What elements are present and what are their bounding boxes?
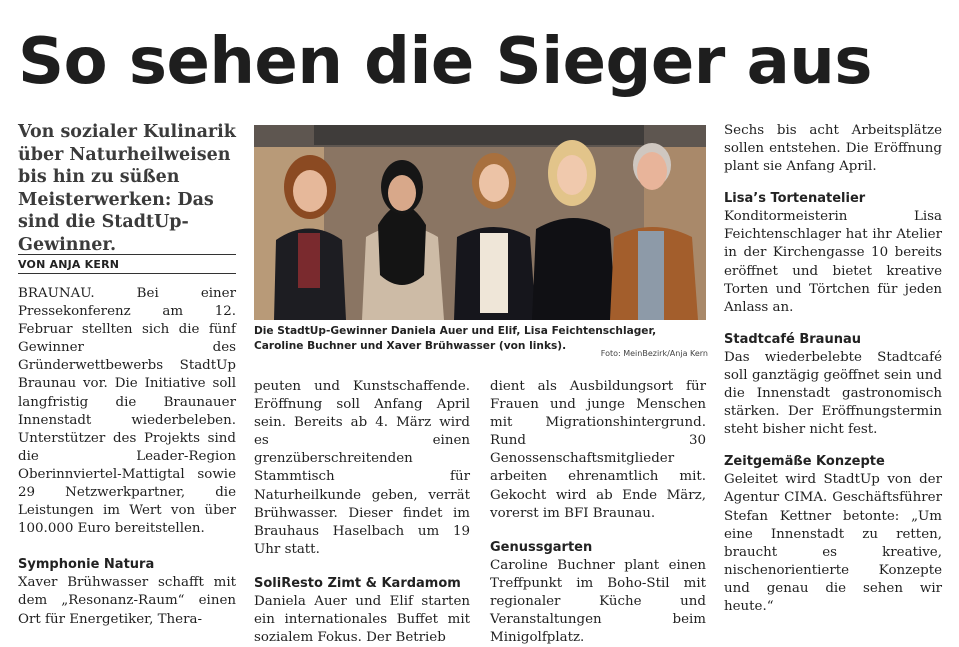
photo-credit: Foto: MeinBezirk/Anja Kern: [600, 349, 708, 358]
paragraph-symphonie-natura: Xaver Brühwasser schafft mit dem „Resonanz-Raum“ einen Ort für Energetiker, Thera-: [18, 575, 236, 627]
column-3: [490, 378, 706, 647]
column-1: [18, 285, 236, 629]
intro-paragraph: BRAUNAU. Bei einer Pressekonferenz am 12. Februar stellten sich die fünf Gewinner des Gründerwettbewerbs StadtUp Braunau vor. Die Initiative soll langfristig die Braunauer Innenstadt wiederbeleben. Unterstützer des Projekts sind die Leader-Region Oberinnviertel-Mattigtal sowie 29 Netzwerkpartner, die Leistungen im Wert von über 100.000 Euro bereitstellen.: [18, 286, 236, 537]
subheading-soliresto: SoliResto Zimt & Kardamom: [254, 575, 461, 591]
paragraph-genussgarten: Caroline Buchner plant einen Treffpunkt im Boho-Stil mit regionaler Küche und Veranstaltungen beim Minigolfplatz.: [490, 557, 706, 646]
winners-photo-illustration: [254, 125, 706, 320]
subheading-stadtcafe: Stadtcafé Braunau: [724, 331, 861, 347]
column-2: [254, 378, 470, 647]
column-4: [724, 122, 942, 616]
article-headline: So sehen die Sieger aus: [18, 25, 872, 99]
paragraph-soliresto: Daniela Auer und Elif starten ein internationales Buffet mit sozialem Fokus. Der Betrieb: [254, 593, 470, 646]
winners-photo: [254, 125, 706, 320]
byline: VON ANJA KERN: [18, 258, 120, 271]
subheading-genussgarten: Genussgarten: [490, 539, 593, 555]
subheading-symphonie-natura: Symphonie Natura: [18, 557, 155, 573]
paragraph-zeitgemaesse-konzepte: Geleitet wird StadtUp von der Agentur CIMA. Geschäftsführer Stefan Kettner betonte: „Um eine Innenstadt zu retten, braucht es kreative, nischenorientierte Konzepte und genau die sehen wir heute.“: [724, 472, 942, 614]
byline-rule-bottom: [18, 273, 236, 274]
photo-caption: Die StadtUp-Gewinner Daniela Auer und Elif, Lisa Feichtenschlager, Caroline Buchner und Xaver Brühwasser (von links).: [254, 325, 657, 352]
paragraph-stadtcafe: Das wiederbelebte Stadtcafé soll ganztägig geöffnet sein und die Innenstadt gastronomisch stärken. Der Eröffnungstermin steht bisher nicht fest.: [724, 349, 942, 438]
paragraph-symphonie-natura-continued: peuten und Kunstschaffende. Eröffnung soll Anfang April sein. Bereits ab 4. März wird es einen grenzüberschreitenden Stammtisch für Naturheilkunde geben, verrät Brühwasser. Dieser findet im Brauhaus Haselbach um 19 Uhr statt.: [254, 379, 470, 557]
subheading-zeitgemaesse-konzepte: Zeitgemäße Konzepte: [724, 454, 885, 470]
paragraph-soliresto-continued: dient als Ausbildungsort für Frauen und junge Menschen mit Migrationshintergrund. Rund 30 Genossenschaftsmitglieder arbeiten ehrenamtlich mit. Gekocht wird ab Ende März, vorerst im BFI Braunau.: [490, 379, 706, 521]
byline-rule-top: [18, 254, 236, 255]
article-lead: Von sozialer Kulinarik über Naturheilweisen bis hin zu süßen Meisterwerken: Das sind die StadtUp-Gewinner.: [18, 122, 236, 255]
paragraph-tortenatelier: Konditormeisterin Lisa Feichtenschlager hat ihr Atelier in der Kirchengasse 10 bereits eröffnet und bietet kreative Torten und Törtchen für jeden Anlass an.: [724, 209, 942, 315]
paragraph-genussgarten-continued: Sechs bis acht Arbeitsplätze sollen entstehen. Die Eröffnung plant sie Anfang April.: [724, 123, 942, 175]
subheading-tortenatelier: Lisa’s Tortenatelier: [724, 191, 866, 207]
